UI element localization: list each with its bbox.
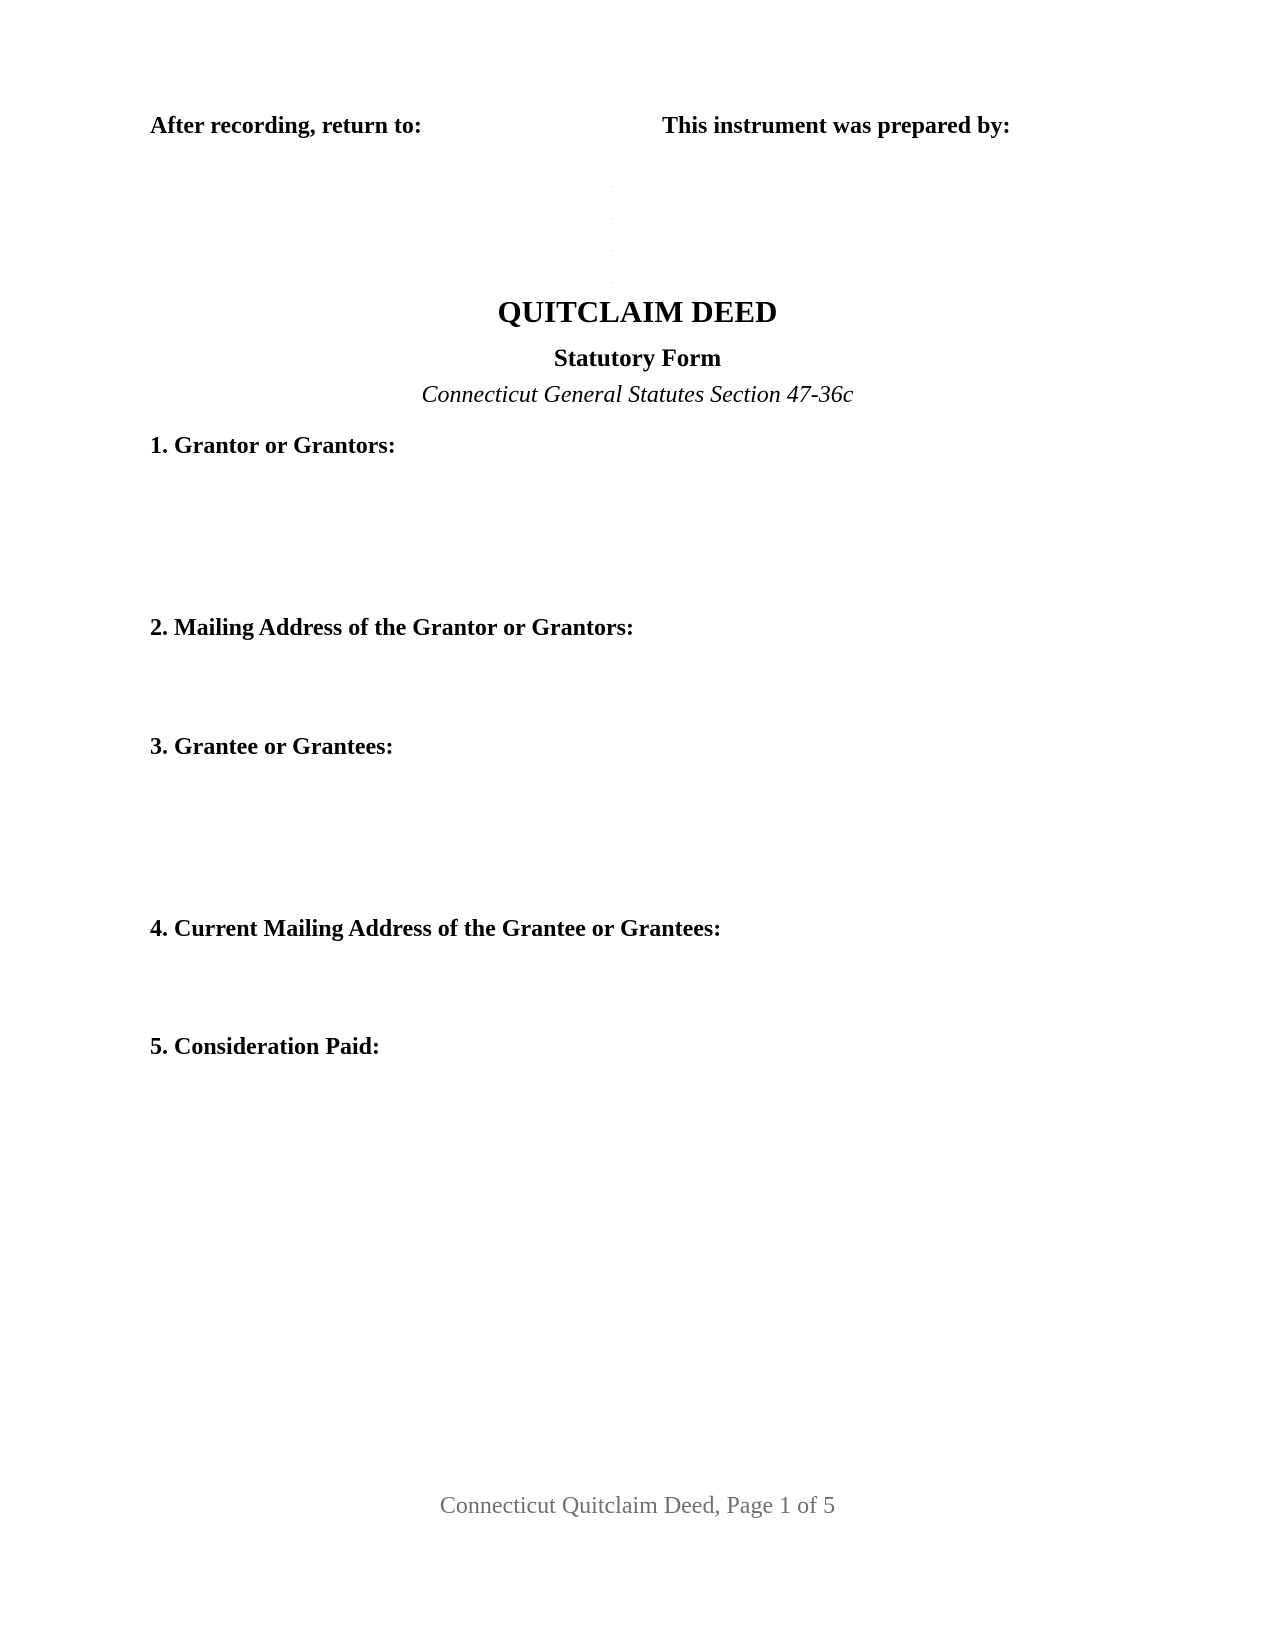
spacer-dot <box>611 282 612 283</box>
return-to-label: After recording, return to: <box>150 113 422 139</box>
section-grantee-address: 4. Current Mailing Address of the Grantee or Grantees: <box>150 916 722 942</box>
section-grantee: 3. Grantee or Grantees: <box>150 734 394 760</box>
spacer-dot <box>611 250 612 251</box>
prepared-by-label: This instrument was prepared by: <box>662 113 1011 139</box>
document-subtitle: Statutory Form <box>553 345 722 372</box>
section-grantor-address: 2. Mailing Address of the Grantor or Grantors: <box>150 615 634 641</box>
section-consideration: 5. Consideration Paid: <box>150 1034 381 1060</box>
spacer-dot <box>611 218 612 219</box>
page-footer: Connecticut Quitclaim Deed, Page 1 of 5 <box>439 1493 836 1519</box>
section-grantor: 1. Grantor or Grantors: <box>150 433 396 459</box>
spacer-dot <box>611 186 612 187</box>
document-title: QUITCLAIM DEED <box>497 294 778 329</box>
statute-reference: Connecticut General Statutes Section 47-36c <box>421 382 854 408</box>
